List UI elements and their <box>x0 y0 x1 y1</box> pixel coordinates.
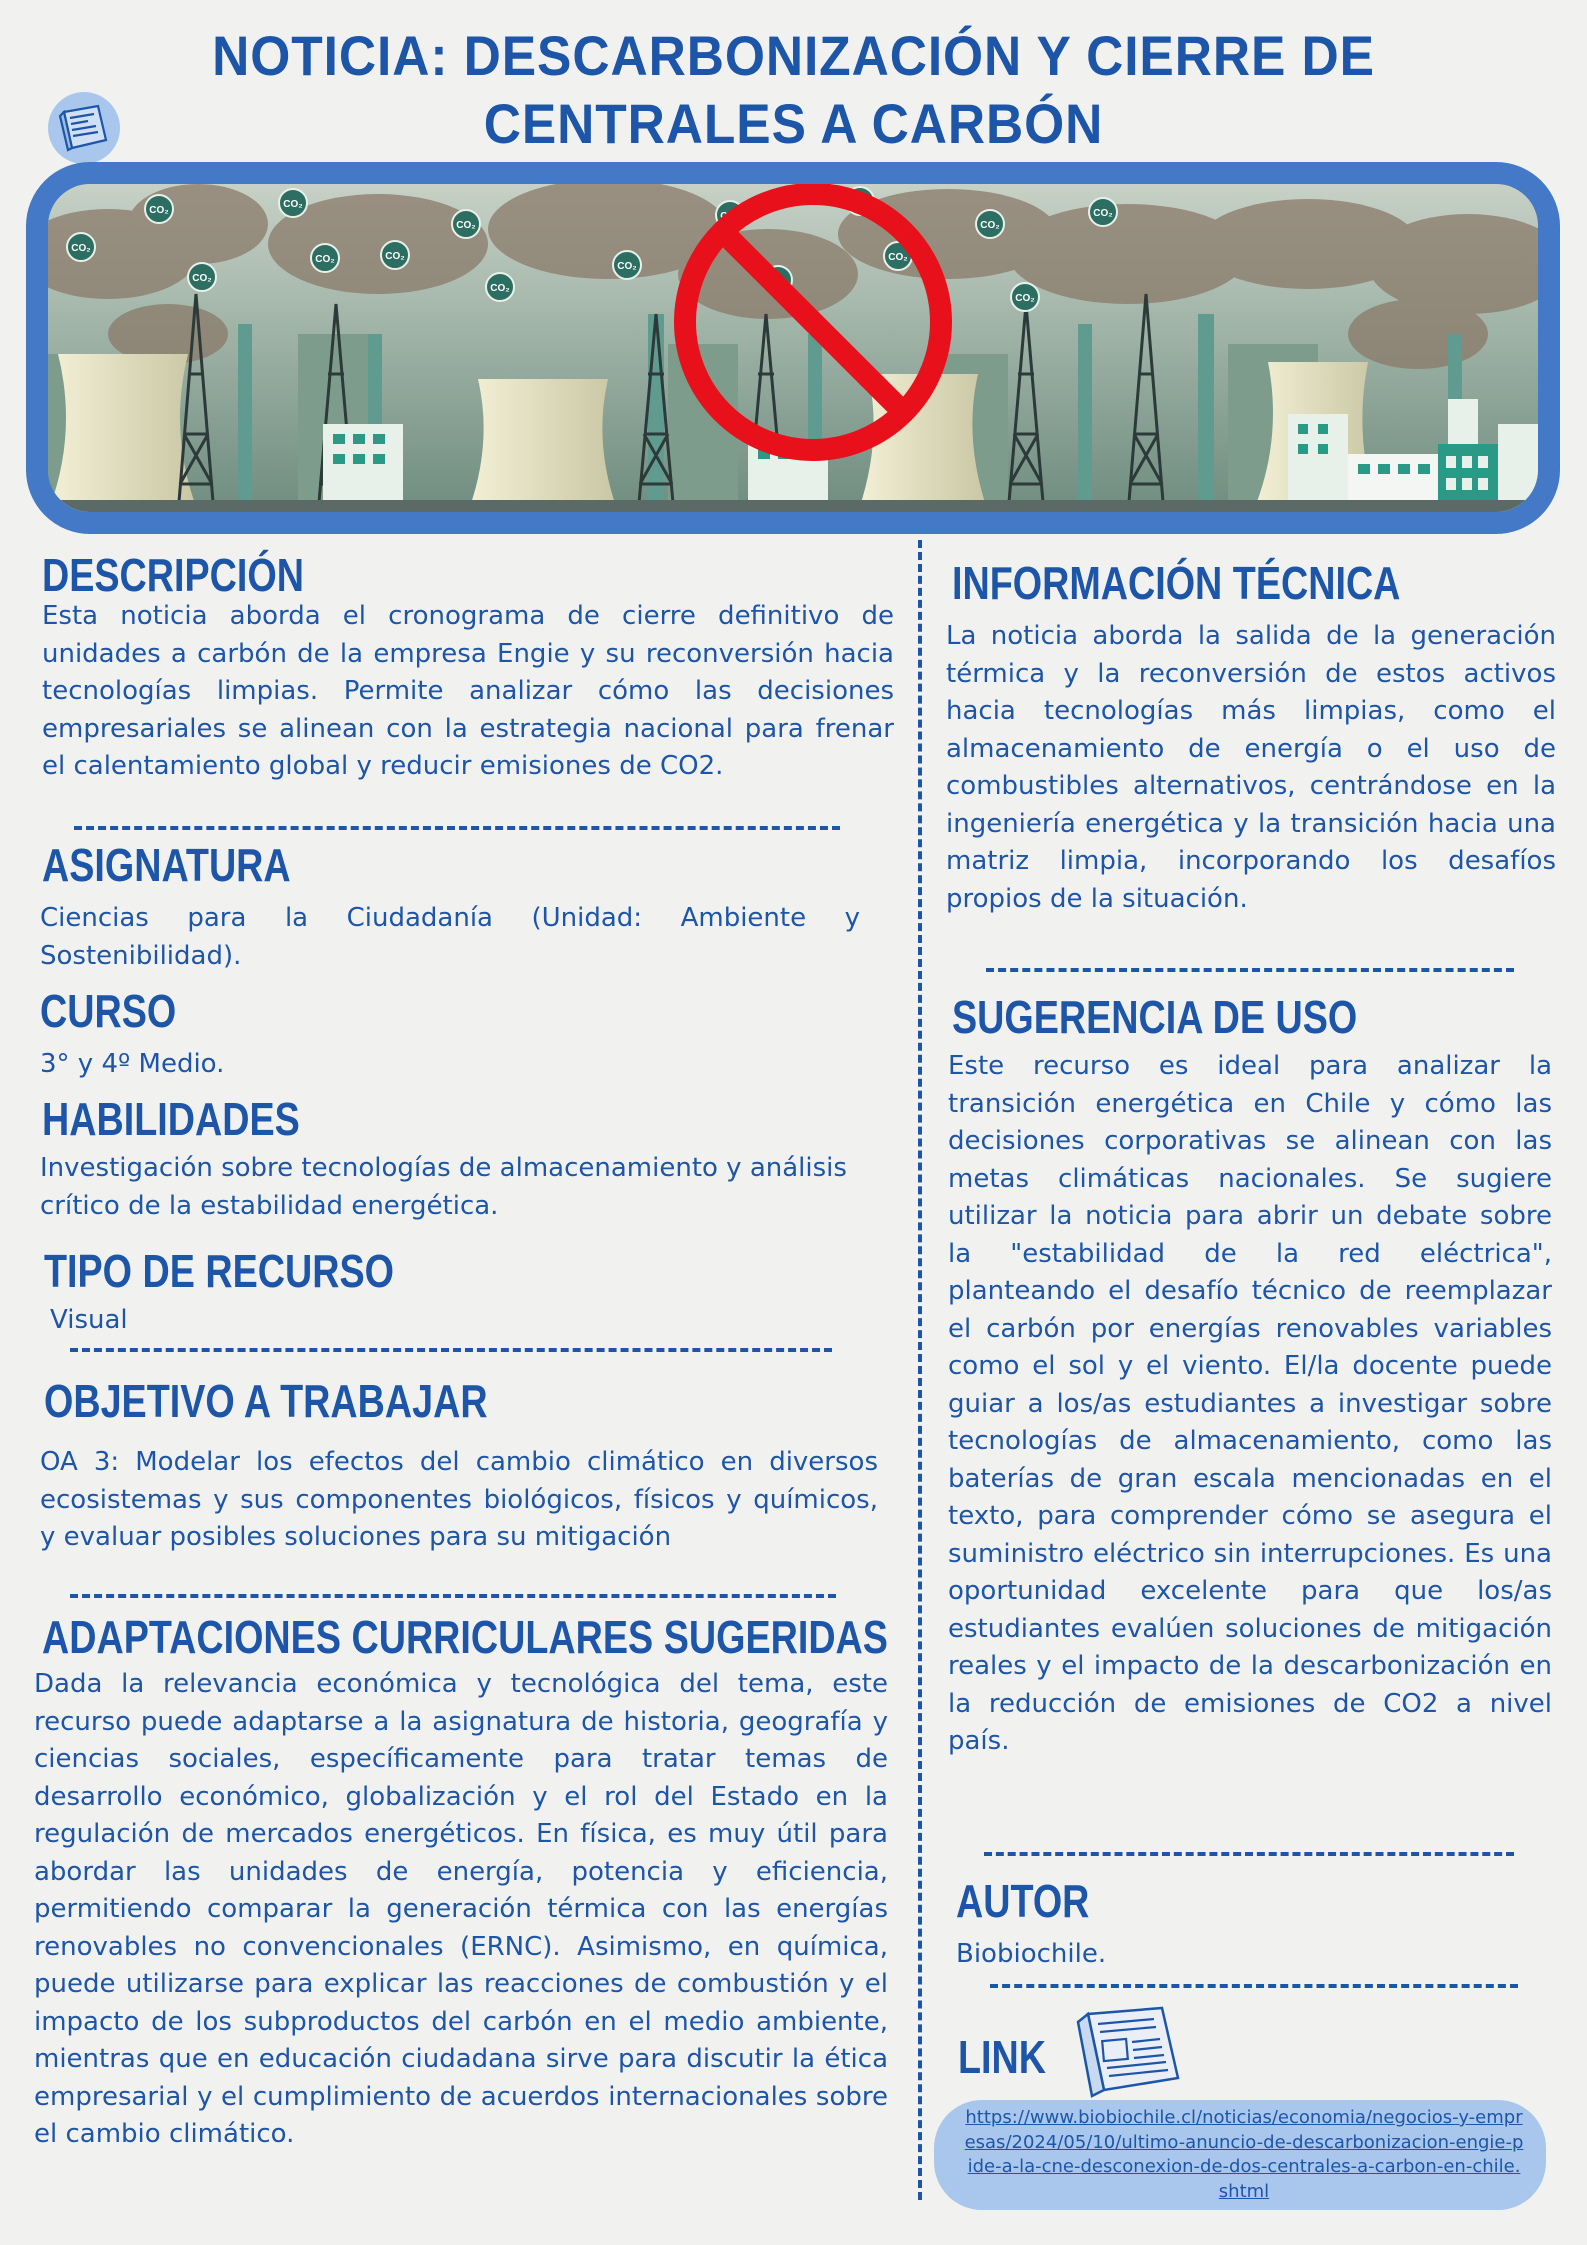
svg-text:CO₂: CO₂ <box>1093 208 1113 219</box>
svg-text:CO₂: CO₂ <box>283 199 303 210</box>
banner-illustration <box>26 162 1560 534</box>
svg-text:CO₂: CO₂ <box>720 211 740 222</box>
divider <box>70 1348 832 1352</box>
co2-bubble-icon <box>67 233 95 261</box>
svg-text:CO₂: CO₂ <box>850 197 870 208</box>
svg-text:CO₂: CO₂ <box>71 243 91 254</box>
text-curso: 3° y 4º Medio. <box>40 1049 225 1079</box>
column-divider <box>918 540 922 2200</box>
co2-bubble-icon <box>486 273 514 301</box>
text-sugerencia: Este recurso es ideal para analizar la transición energética en Chile y cómo las decisiones corporativas se alinean con las metas climáticas nacionales. Se sugiere utilizar la noticia para abrir un debate sobre la "estabilidad de la red eléctrica", planteando el desafío técnico de reemplazar el carbón por energías renovables variables como el sol y el viento. El/la docente puede guiar a los/as estudiantes a investigar sobre tecnologías de almacenamiento, como las baterías de gran escala mencionadas en el texto, para comprender cómo se asegura el suministro eléctrico sin interrupciones. Es una oportunidad excelente para que los/as estudiantes evalúen soluciones de mitigación reales y el impacto de la descarbonización en la reducción de emisiones de CO2 a nivel país. <box>948 1051 1552 1756</box>
heading-sugerencia: SUGERENCIA DE USO <box>952 991 1358 1043</box>
heading-habilidades: HABILIDADES <box>42 1093 300 1145</box>
heading-tipo-recurso: TIPO DE RECURSO <box>44 1245 394 1297</box>
svg-text:CO₂: CO₂ <box>192 273 212 284</box>
heading-autor: AUTOR <box>956 1875 1090 1927</box>
co2-bubble-icon <box>1089 198 1117 226</box>
text-habilidades: Investigación sobre tecnologías de almacenamiento y análisis crítico de la estabilidad energética. <box>40 1153 847 1221</box>
heading-curso: CURSO <box>40 985 177 1037</box>
heading-objetivo: OBJETIVO A TRABAJAR <box>44 1375 488 1427</box>
co2-bubble-icon <box>976 210 1004 238</box>
text-adaptaciones: Dada la relevancia económica y tecnológica del tema, este recurso puede adaptarse a la asignatura de historia, geografía y ciencias sociales, específicamente para tratar temas de desarrollo económico, globalización y el rol del Estado en la regulación de mercados energéticos. En física, es muy útil para abordar las unidades de energía, potencia y eficiencia, permitiendo comparar la generación térmica con las energías renovables no convencionales (ERNC). Asimismo, en química, puede utilizarse para explicar las reacciones de combustión y el impacto de los subproductos del carbón en el medio ambiente, mientras que en educación ciudadana sirve para discutir la ética empresarial y el cumplimiento de acuerdos internacionales sobre el cambio climático. <box>34 1669 888 2149</box>
newspaper-icon <box>48 92 120 164</box>
co2-bubble-icon <box>381 241 409 269</box>
svg-text:CO₂: CO₂ <box>1015 293 1035 304</box>
co2-bubble-icon <box>1011 283 1039 311</box>
co2-bubble-icon <box>279 189 307 217</box>
text-autor: Biobiochile. <box>956 1939 1107 1969</box>
text-asignatura: Ciencias para la Ciudadanía (Unidad: Ambiente y Sostenibilidad). <box>40 903 860 971</box>
divider <box>990 1984 1518 1988</box>
co2-bubble-icon <box>311 244 339 272</box>
svg-text:CO₂: CO₂ <box>315 254 335 265</box>
svg-text:CO₂: CO₂ <box>888 252 908 263</box>
heading-asignatura: ASIGNATURA <box>42 839 291 891</box>
text-descripcion: Esta noticia aborda el cronograma de cierre definitivo de unidades a carbón de la empresa Engie y su reconversión hacia tecnologías limpias. Permite analizar cómo las decisiones empresariales se alinean con la estrategia nacional para frenar el calentamiento global y reducir emisiones de CO2. <box>42 601 894 781</box>
svg-text:CO₂: CO₂ <box>490 283 510 294</box>
heading-adaptaciones: ADAPTACIONES CURRICULARES SUGERIDAS <box>42 1611 888 1663</box>
news-link[interactable]: https://www.biobiochile.cl/noticias/economia/negocios-y-empresas/2024/05/10/ultimo-anuncio-de-descarbonizacion-engie-pide-a-la-cne-desconexion-de-dos-centrales-a-carbon-en-chile.shtml <box>964 2107 1524 2202</box>
co2-bubble-icon <box>188 263 216 291</box>
svg-text:CO₂: CO₂ <box>617 261 637 272</box>
divider <box>70 1594 836 1598</box>
svg-text:CO₂: CO₂ <box>385 251 405 262</box>
heading-link: LINK <box>958 2031 1047 2083</box>
divider <box>984 1852 1514 1856</box>
co2-bubble-icon <box>452 210 480 238</box>
heading-info-tecnica: INFORMACIÓN TÉCNICA <box>952 557 1401 609</box>
heading-descripcion: DESCRIPCIÓN <box>42 549 304 601</box>
svg-text:CO₂: CO₂ <box>980 220 1000 231</box>
text-objetivo: OA 3: Modelar los efectos del cambio climático en diversos ecosistemas y sus componentes biológicos, físicos y químicos, y evaluar posibles soluciones para su mitigación <box>40 1447 878 1552</box>
text-tipo-recurso: Visual <box>50 1305 128 1335</box>
divider <box>74 826 840 830</box>
page-title: NOTICIA: DESCARBONIZACIÓN Y CIERRE DE CENTRALES A CARBÓN <box>212 24 1375 155</box>
co2-bubble-icon <box>145 195 173 223</box>
newspaper-icon <box>1070 2000 1190 2100</box>
svg-text:CO₂: CO₂ <box>456 220 476 231</box>
divider <box>986 968 1514 972</box>
text-info-tecnica: La noticia aborda la salida de la generación térmica y la reconversión de estos activos hacia tecnologías más limpias, como el almacenamiento de energía o el uso de combustibles alternativos, centrándose en la ingeniería energética y la transición hacia una matriz limpia, incorporando los desafíos propios de la situación. <box>946 621 1556 914</box>
svg-text:CO₂: CO₂ <box>149 205 169 216</box>
co2-bubble-icon <box>613 251 641 279</box>
